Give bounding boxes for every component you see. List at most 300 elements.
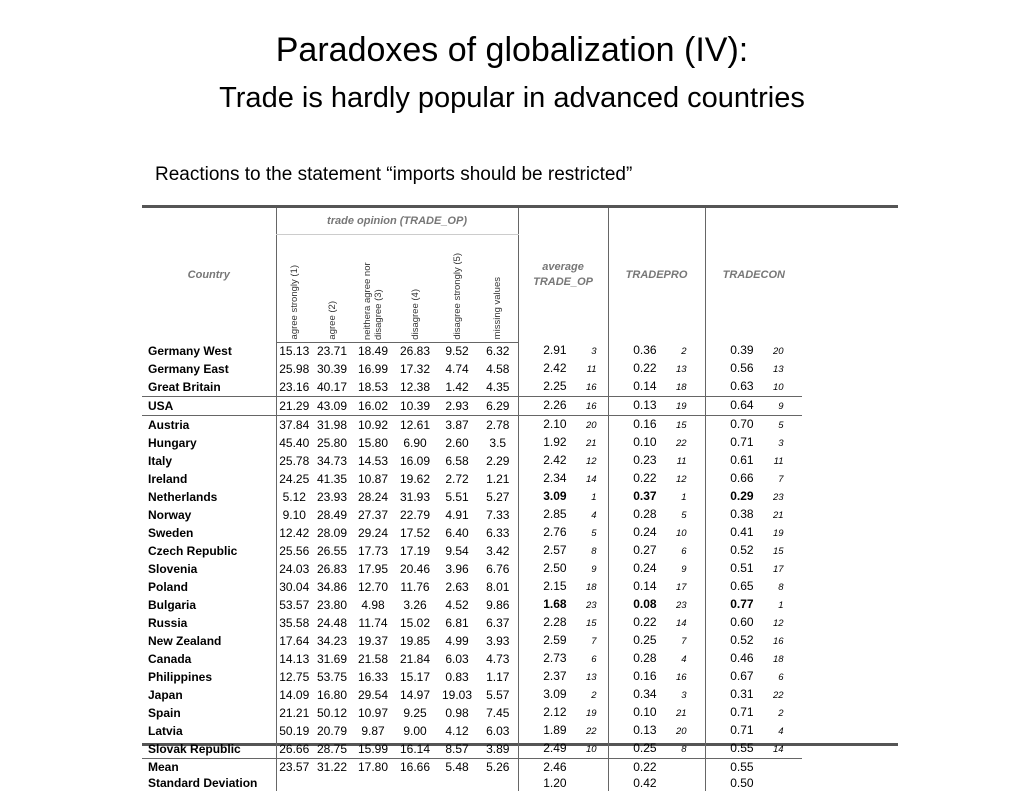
- tradepro-rank: 16: [675, 672, 687, 683]
- opinion-value: 17.32: [399, 362, 431, 376]
- tradecon-value: 0.70: [730, 417, 754, 431]
- opinion-value: 4.99: [445, 634, 469, 648]
- opinion-value: 6.81: [445, 616, 469, 630]
- summary-avg-cell: [518, 759, 608, 776]
- average-cell: [518, 560, 608, 578]
- tradepro-value: 0.37: [633, 489, 657, 503]
- tradecon-cell: [705, 740, 802, 759]
- tradecon-cell: [705, 378, 802, 397]
- tradecon-rank: 19: [772, 528, 784, 539]
- average-rank: 22: [585, 726, 597, 737]
- opinion-value: 2.72: [445, 472, 469, 486]
- opinion-value: 6.32: [486, 344, 510, 359]
- summary-avg-cell: [518, 775, 608, 791]
- opinion-value: 45.40: [276, 434, 312, 452]
- tradecon-value: 0.65: [730, 579, 754, 593]
- opinion-value: 3.42: [486, 544, 510, 558]
- opinion-value: 4.58: [486, 362, 510, 376]
- tradepro-rank: 15: [675, 420, 687, 431]
- tradecon-rank: 6: [778, 672, 784, 683]
- opinion-value: 5.51: [445, 490, 469, 504]
- survey-table-container: [142, 205, 898, 790]
- tradecon-rank: 12: [772, 618, 784, 629]
- tradepro-value: 0.23: [633, 453, 657, 467]
- tradepro-value: 0.22: [633, 361, 657, 375]
- opinion-value: 1.17: [486, 670, 510, 684]
- tradecon-value: 0.60: [730, 615, 754, 629]
- opinion-value: 12.75: [276, 668, 312, 686]
- opinion-value: 2.93: [436, 397, 478, 416]
- tradecon-value: 0.46: [730, 651, 754, 665]
- average-cell: [518, 668, 608, 686]
- opinion-value: 3.87: [436, 416, 478, 435]
- table-row: [142, 524, 898, 542]
- opinion-value: 16.14: [399, 742, 431, 756]
- opinion-value: 19.03: [441, 688, 473, 702]
- opinion-value: 15.17: [399, 670, 431, 684]
- tradepro-cell: [608, 740, 705, 759]
- opinion-value: 20.46: [399, 562, 431, 576]
- tradepro-cell: [608, 686, 705, 704]
- average-rank: 20: [585, 420, 597, 431]
- tradecon-cell: [705, 614, 802, 632]
- opinion-value: 30.39: [316, 362, 348, 376]
- tradecon-rank: 17: [772, 564, 784, 575]
- average-value: 2.26: [543, 398, 567, 412]
- opinion-value: 21.21: [276, 704, 312, 722]
- summary-pro-cell: [608, 759, 705, 776]
- opinion-value: 15.99: [357, 742, 389, 756]
- average-cell: [518, 740, 608, 759]
- opinion-value: 35.58: [276, 614, 312, 632]
- opinion-value: 9.86: [486, 598, 510, 612]
- table-row: [142, 434, 898, 452]
- average-value: 2.50: [543, 561, 567, 575]
- opinion-value: 29.24: [357, 526, 389, 540]
- tradecon-rank: 4: [778, 726, 784, 737]
- tradecon-cell: [705, 704, 802, 722]
- country-header: Country: [187, 269, 230, 281]
- average-value: 2.42: [543, 361, 567, 375]
- table-row: [142, 470, 898, 488]
- tradepro-cell: [608, 560, 705, 578]
- tradecon-value: 0.55: [730, 741, 754, 755]
- table-row: [142, 650, 898, 668]
- tradepro-value: 0.24: [633, 561, 657, 575]
- average-rank: 8: [591, 546, 597, 557]
- average-value: 2.59: [543, 633, 567, 647]
- average-rank: 12: [585, 456, 597, 467]
- opinion-value: 0.83: [445, 670, 469, 684]
- average-cell: [518, 360, 608, 378]
- opinion-value: 2.63: [445, 580, 469, 594]
- average-cell: [518, 704, 608, 722]
- average-rank: 15: [585, 618, 597, 629]
- country-name: Poland: [148, 580, 189, 594]
- average-value: 2.76: [543, 525, 567, 539]
- opinion-value: 4.35: [486, 380, 510, 394]
- tradecon-cell: [705, 360, 802, 378]
- opinion-value: 26.66: [276, 740, 312, 759]
- country-name: Hungary: [148, 436, 197, 450]
- opinion-value: 20.79: [316, 724, 348, 738]
- tradepro-cell: [608, 542, 705, 560]
- tradepro-cell: [608, 704, 705, 722]
- average-value: 1.89: [543, 723, 567, 737]
- country-name: Germany West: [148, 344, 232, 358]
- tradepro-cell: [608, 360, 705, 378]
- average-cell: [518, 452, 608, 470]
- average-value: 3.09: [543, 489, 567, 503]
- opinion-value: 16.02: [352, 397, 394, 416]
- average-cell: [518, 524, 608, 542]
- tradecon-rank: 16: [772, 636, 784, 647]
- tradepro-value: 0.16: [633, 417, 657, 431]
- opinion-value: 28.49: [316, 508, 348, 522]
- table-row: [142, 378, 898, 397]
- summary-opinion-value: 5.48: [436, 759, 478, 776]
- tradepro-cell: [608, 416, 705, 435]
- tradecon-cell: [705, 342, 802, 360]
- opinion-value: 9.52: [445, 344, 469, 359]
- col-header-agree: agree (2): [312, 235, 352, 342]
- country-name: Latvia: [148, 724, 183, 738]
- summary-opinion-value: [312, 775, 352, 791]
- table-row: [142, 686, 898, 704]
- opinion-value: 14.09: [276, 686, 312, 704]
- opinion-value: 34.23: [316, 634, 348, 648]
- opinion-value: 31.93: [399, 490, 431, 504]
- country-name: Russia: [148, 616, 188, 630]
- col-header-missing-values: missing values: [478, 235, 518, 342]
- tradecon-cell: [705, 686, 802, 704]
- summary-opinion-value: 31.22: [312, 759, 352, 776]
- tradecon-value: 0.39: [730, 343, 754, 357]
- tradecon-rank: 2: [778, 708, 784, 719]
- opinion-value: 31.69: [316, 652, 348, 666]
- opinion-value: 50.19: [276, 722, 312, 740]
- table-row: [142, 668, 898, 686]
- tradecon-rank: 21: [772, 510, 784, 521]
- tradecon-value: 0.71: [730, 705, 754, 719]
- tradecon-rank: 5: [778, 420, 784, 431]
- average-cell: [518, 686, 608, 704]
- tradepro-value: 0.25: [633, 633, 657, 647]
- average-value: 2.57: [543, 543, 567, 557]
- opinion-value: 14.53: [357, 454, 389, 468]
- tradecon-value: 0.66: [730, 471, 754, 485]
- average-rank: 2: [591, 690, 597, 701]
- opinion-value: 4.74: [445, 362, 469, 376]
- opinion-value: 50.12: [316, 706, 348, 720]
- average-value: 2.42: [543, 453, 567, 467]
- tradecon-value: 0.71: [730, 435, 754, 449]
- tradecon-rank: 20: [772, 346, 784, 357]
- tradecon-rank: 8: [778, 582, 784, 593]
- opinion-value: 2.78: [478, 416, 518, 435]
- tradepro-rank: 4: [681, 654, 687, 665]
- tradepro-rank: 10: [675, 528, 687, 539]
- tradepro-cell: [608, 614, 705, 632]
- average-value: 2.10: [543, 417, 567, 431]
- average-rank: 4: [591, 510, 597, 521]
- opinion-value: 9.10: [276, 506, 312, 524]
- tradepro-value: 0.24: [633, 525, 657, 539]
- tradecon-value: 0.31: [730, 687, 754, 701]
- average-value: 3.09: [543, 687, 567, 701]
- tradecon-rank: 1: [778, 600, 784, 611]
- tradepro-cell: [608, 506, 705, 524]
- summary-opinion-value: [478, 775, 518, 791]
- opinion-value: 12.70: [357, 580, 389, 594]
- summary-opinion-value: 23.57: [276, 759, 312, 776]
- summary-avg-value: 1.20: [543, 776, 567, 790]
- opinion-value: 16.09: [399, 454, 431, 468]
- country-name: Japan: [148, 688, 183, 702]
- average-rank: 19: [585, 708, 597, 719]
- opinion-value: 11.74: [358, 616, 388, 630]
- average-header-line2: TRADE_OP: [533, 276, 593, 288]
- tradepro-cell: [608, 470, 705, 488]
- opinion-value: 4.91: [445, 508, 469, 522]
- table-row: [142, 416, 898, 435]
- opinion-value: 30.04: [276, 578, 312, 596]
- country-name: Italy: [148, 454, 173, 468]
- summary-con-value: 0.50: [730, 776, 754, 790]
- opinion-value: 16.99: [357, 362, 389, 376]
- opinion-value: 15.80: [357, 436, 389, 450]
- average-cell: [518, 542, 608, 560]
- tradecon-rank: 23: [772, 492, 784, 503]
- average-cell: [518, 596, 608, 614]
- opinion-value: 26.83: [316, 562, 348, 576]
- country-name: Canada: [148, 652, 192, 666]
- opinion-value: 10.92: [352, 416, 394, 435]
- tradecon-cell: [705, 632, 802, 650]
- opinion-value: 25.98: [276, 360, 312, 378]
- summary-con-cell: [705, 759, 802, 776]
- tradepro-value: 0.28: [633, 507, 657, 521]
- tradecon-cell: [705, 542, 802, 560]
- opinion-value: 53.75: [316, 670, 348, 684]
- opinion-value: 19.62: [399, 472, 431, 486]
- tradepro-rank: 6: [681, 546, 687, 557]
- opinion-value: 24.03: [276, 560, 312, 578]
- summary-con-cell: [705, 775, 802, 791]
- tradepro-cell: [608, 378, 705, 397]
- tradecon-cell: [705, 506, 802, 524]
- tradecon-rank: 7: [778, 474, 784, 485]
- opinion-value: 6.90: [403, 436, 427, 450]
- summary-row: [142, 775, 898, 791]
- summary-pro-value: 0.42: [633, 776, 657, 790]
- tradepro-rank: 8: [681, 744, 687, 755]
- opinion-value: 4.52: [445, 598, 469, 612]
- opinion-value: 18.49: [357, 344, 389, 359]
- summary-opinion-value: 16.66: [394, 759, 436, 776]
- table-body: [142, 342, 898, 791]
- tradecon-cell: [705, 416, 802, 435]
- col-header-neither: neithera agree nor disagree (3): [352, 235, 394, 342]
- col-header-disagree: disagree (4): [394, 235, 436, 342]
- slide-title: Paradoxes of globalization (IV):: [275, 31, 749, 69]
- average-rank: 16: [585, 401, 597, 412]
- opinion-value: 6.76: [486, 562, 510, 576]
- opinion-value: 6.03: [445, 652, 469, 666]
- tradecon-cell: [705, 578, 802, 596]
- opinion-value: 15.02: [399, 616, 431, 630]
- tradepro-value: 0.14: [633, 579, 657, 593]
- opinion-value: 16.80: [316, 688, 348, 702]
- tradepro-rank: 2: [681, 346, 687, 357]
- opinion-value: 41.35: [316, 472, 348, 486]
- tradecon-value: 0.63: [730, 379, 754, 393]
- opinion-value: 7.45: [486, 706, 510, 720]
- table-row: [142, 397, 898, 416]
- average-cell: [518, 378, 608, 397]
- opinion-value: 7.33: [486, 508, 510, 522]
- country-name: Philippines: [148, 670, 213, 684]
- opinion-value: 9.25: [403, 706, 427, 720]
- tradepro-cell: [608, 397, 705, 416]
- summary-pro-cell: [608, 775, 705, 791]
- tradecon-cell: [705, 668, 802, 686]
- opinion-value: 11.76: [400, 580, 430, 594]
- opinion-value: 26.55: [316, 544, 348, 558]
- tradepro-rank: 9: [681, 564, 687, 575]
- average-rank: 23: [585, 600, 597, 611]
- average-rank: 7: [591, 636, 597, 647]
- opinion-value: 23.16: [276, 378, 312, 397]
- table-caption: Reactions to the statement “imports should be restricted”: [155, 164, 633, 185]
- tradepro-rank: 19: [675, 401, 687, 412]
- opinion-value: 8.57: [445, 742, 469, 756]
- opinion-value: 2.29: [486, 454, 510, 468]
- opinion-value: 6.29: [478, 397, 518, 416]
- opinion-value: 34.73: [316, 454, 348, 468]
- average-cell: [518, 722, 608, 740]
- summary-opinion-value: [352, 775, 394, 791]
- average-cell: [518, 632, 608, 650]
- opinion-value: 3.93: [486, 634, 510, 648]
- tradepro-value: 0.13: [633, 723, 657, 737]
- opinion-value: 24.48: [316, 616, 348, 630]
- tradecon-header: TRADECON: [705, 208, 802, 342]
- summary-opinion-value: 17.80: [352, 759, 394, 776]
- opinion-value: 12.42: [276, 524, 312, 542]
- summary-row: [142, 759, 898, 776]
- tradepro-value: 0.14: [633, 379, 657, 393]
- opinion-value: 10.97: [357, 706, 389, 720]
- average-value: 2.25: [543, 379, 567, 393]
- average-cell: [518, 506, 608, 524]
- opinion-value: 0.98: [445, 706, 469, 720]
- opinion-value: 40.17: [316, 380, 348, 394]
- opinion-value: 19.37: [357, 634, 389, 648]
- average-header-line1: average: [542, 261, 584, 273]
- tradepro-cell: [608, 650, 705, 668]
- opinion-value: 23.71: [316, 344, 348, 359]
- summary-label: Mean: [142, 759, 276, 776]
- opinion-value: 19.85: [399, 634, 431, 648]
- opinion-value: 6.03: [486, 724, 510, 738]
- table-row: [142, 452, 898, 470]
- opinion-value: 17.64: [276, 632, 312, 650]
- opinion-value: 4.98: [361, 598, 385, 612]
- average-rank: 3: [591, 346, 597, 357]
- summary-label: Standard Deviation: [148, 776, 258, 790]
- opinion-value: 28.75: [316, 742, 348, 756]
- average-value: 2.34: [543, 471, 567, 485]
- tradepro-rank: 20: [675, 726, 687, 737]
- tradepro-value: 0.25: [633, 741, 657, 755]
- tradepro-cell: [608, 342, 705, 360]
- tradecon-value: 0.38: [730, 507, 754, 521]
- tradecon-cell: [705, 434, 802, 452]
- average-value: 2.15: [543, 579, 567, 593]
- opinion-value: 37.84: [276, 416, 312, 435]
- tradecon-cell: [705, 650, 802, 668]
- country-name: Spain: [148, 706, 181, 720]
- tradecon-cell: [705, 596, 802, 614]
- tradepro-rank: 7: [681, 636, 687, 647]
- table-row: [142, 506, 898, 524]
- tradecon-cell: [705, 560, 802, 578]
- average-value: 2.73: [543, 651, 567, 665]
- opinion-value: 21.58: [357, 652, 389, 666]
- average-value: 2.91: [543, 343, 567, 357]
- tradecon-cell: [705, 488, 802, 506]
- table-row: [142, 614, 898, 632]
- tradepro-value: 0.22: [633, 615, 657, 629]
- opinion-value: 34.86: [316, 580, 348, 594]
- tradepro-cell: [608, 524, 705, 542]
- country-name: Germany East: [148, 362, 229, 376]
- summary-opinion-value: [436, 775, 478, 791]
- col-header-agree-strongly: agree strongly (1): [276, 235, 312, 342]
- opinion-value: 3.96: [445, 562, 469, 576]
- summary-opinion-value: 5.26: [478, 759, 518, 776]
- tradecon-cell: [705, 452, 802, 470]
- table-row: [142, 488, 898, 506]
- country-name: Netherlands: [148, 490, 218, 504]
- summary-pro-value: 0.22: [633, 760, 657, 774]
- tradepro-rank: 1: [681, 492, 687, 503]
- opinion-value: 21.29: [276, 397, 312, 416]
- tradepro-rank: 22: [675, 438, 687, 449]
- opinion-value: 8.01: [486, 580, 510, 594]
- tradecon-value: 0.41: [730, 525, 754, 539]
- tradecon-cell: [705, 722, 802, 740]
- opinion-value: 1.42: [445, 380, 469, 394]
- country-name: Ireland: [148, 472, 188, 486]
- average-cell: [518, 397, 608, 416]
- tradepro-value: 0.34: [633, 687, 657, 701]
- tradecon-rank: 11: [773, 456, 784, 467]
- opinion-value: 15.13: [276, 342, 312, 360]
- opinion-value: 2.60: [445, 436, 469, 450]
- opinion-value: 1.21: [486, 472, 510, 486]
- tradepro-rank: 11: [676, 456, 687, 467]
- opinion-value: 22.79: [399, 508, 431, 522]
- average-value: 2.49: [543, 741, 567, 755]
- country-name: Great Britain: [148, 380, 221, 394]
- opinion-value: 17.95: [357, 562, 389, 576]
- opinion-value: 4.12: [445, 724, 469, 738]
- average-cell: [518, 416, 608, 435]
- slide-subtitle: Trade is hardly popular in advanced countries: [219, 82, 805, 114]
- tradepro-cell: [608, 488, 705, 506]
